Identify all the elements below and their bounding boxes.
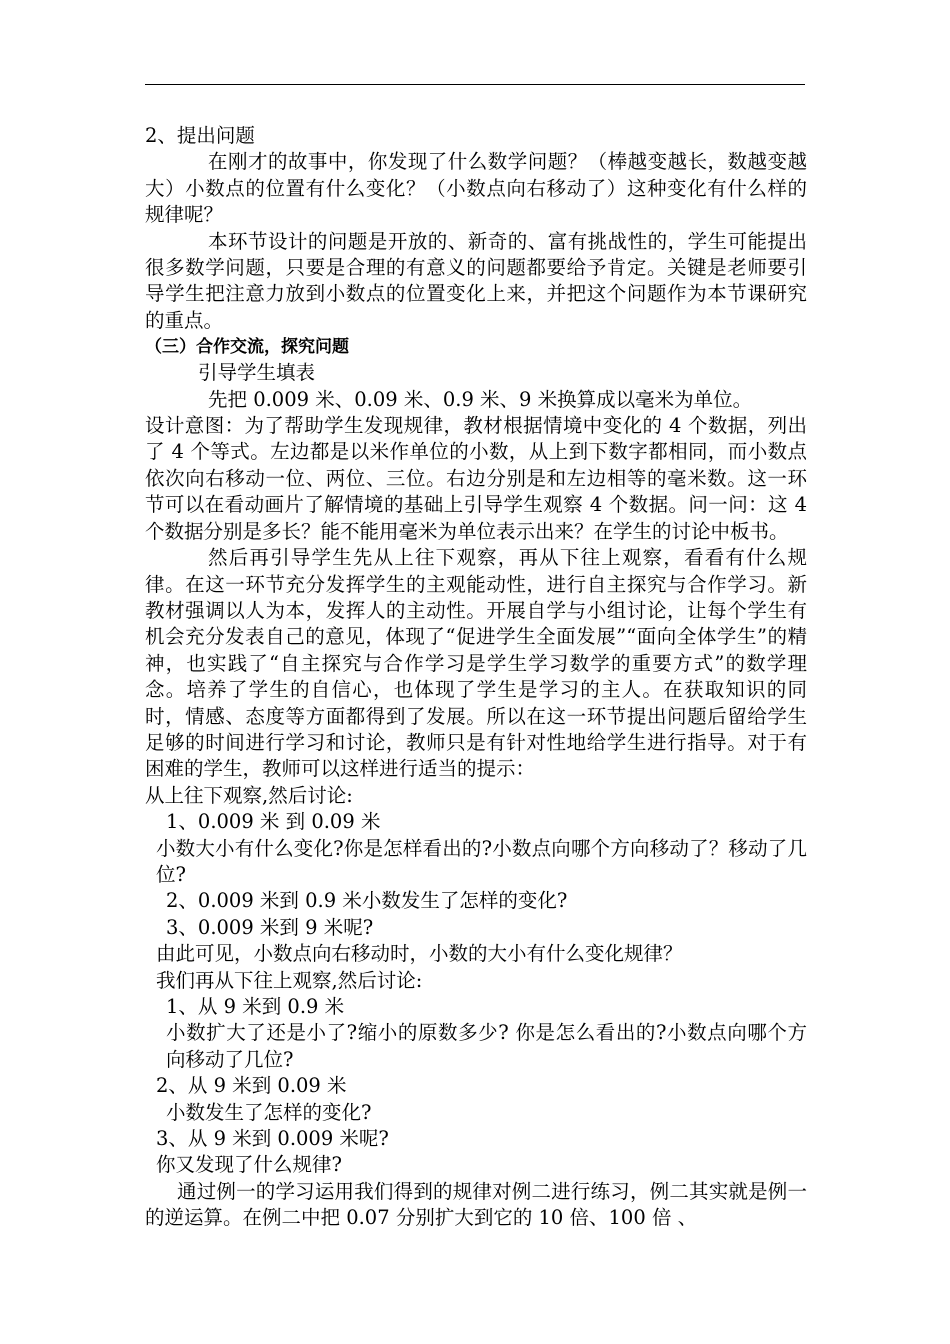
paragraph: 先把 0.009 米、0.09 米、0.9 米、9 米换算成以毫米为单位。: [208, 387, 753, 411]
header-rule: [145, 84, 805, 85]
section-heading-bold: （三）合作交流，探究问题: [145, 337, 349, 358]
paragraph: 本环节设计的问题是开放的、新奇的、富有挑战性的，学生可能提出很多数学问题，只要是合理的有意义的问题都要给予肯定。关键是老师要引导学生把注意力放到小数点的位置变化上来，并把这个问题作为本节课研究的重点。: [145, 229, 807, 332]
list-item: 2、0.009 米到 0.9 米小数发生了怎样的变化?: [166, 889, 568, 913]
paragraph: 小数发生了怎样的变化?: [166, 1100, 372, 1124]
list-item: 3、0.009 米到 9 米呢?: [166, 915, 374, 939]
paragraph: 引导学生填表: [198, 361, 316, 385]
list-item: 2、从 9 米到 0.09 米: [156, 1074, 347, 1098]
paragraph: 你又发现了什么规律?: [156, 1153, 342, 1177]
section-heading: 2、提出问题: [145, 124, 255, 147]
paragraph: 在刚才的故事中，你发现了什么数学问题？（棒越变越长，数越变越大）小数点的位置有什么变化？（小数点向右移动了）这种变化有什么样的规律呢？: [145, 150, 807, 227]
document-body: [145, 123, 807, 1232]
paragraph: 小数扩大了还是小了?缩小的原数多少? 你是怎么看出的?小数点向哪个方向移动了几位?: [166, 1021, 807, 1071]
paragraph: 由此可见，小数点向右移动时，小数的大小有什么变化规律？: [156, 942, 683, 966]
paragraph: 从上往下观察,然后讨论:: [145, 783, 353, 807]
list-item: 1、从 9 米到 0.9 米: [166, 995, 345, 1018]
list-item: 1、0.009 米 到 0.09 米: [166, 810, 381, 834]
paragraph: 然后再引导学生先从上往下观察，再从下往上观察，看看有什么规律。在这一环节充分发挥学生的主观能动性，进行自主探究与合作学习。新教材强调以人为本，发挥人的主动性。开展自学与小组讨论，让每个学生有机会充分发表自己的意见，体现了“促进学生全面发展”“面向全体学生”的精神，也实践了“自主探究与合作学习是学生学习数学的重要方式”的数学理念。培养了学生的自信心，也体现了学生是学习的主人。在获取知识的同时，情感、态度等方面都得到了发展。所以在这一环节提出问题后留给学生足够的时间进行学习和讨论，教师只是有针对性地给学生进行指导。对于有困难的学生，教师可以这样进行适当的提示：: [145, 546, 807, 781]
paragraph: 通过例一的学习运用我们得到的规律对例二进行练习，例二其实就是例一的逆运算。在例二中把 0.07 分别扩大到它的 10 倍、100 倍 、: [145, 1179, 807, 1230]
paragraph: 设计意图：为了帮助学生发现规律，教材根据情境中变化的 4 个数据，列出了 4 个等式。左边都是以米作单位的小数，从上到下数字都相同，而小数点依次向右移动一位、两位、三位。右边分别是和左边相等的毫米数。这一环节可以在看动画片了解情境的基础上引导学生观察 4 个数据。问一问：这 4 个数据分别是多长？能不能用毫米为单位表示出来？在学生的讨论中板书。: [145, 414, 807, 543]
paragraph: 我们再从下往上观察,然后讨论:: [156, 968, 423, 992]
list-item: 3、从 9 米到 0.009 米呢?: [156, 1127, 389, 1151]
paragraph: 小数大小有什么变化?你是怎样看出的?小数点向哪个方向移动了？移动了几位?: [156, 836, 807, 886]
